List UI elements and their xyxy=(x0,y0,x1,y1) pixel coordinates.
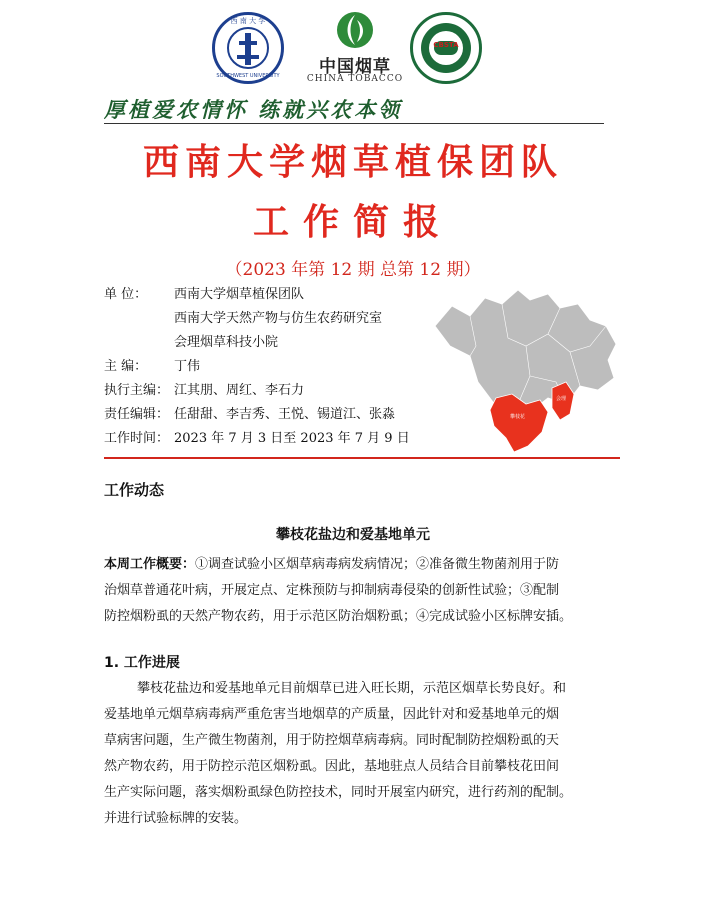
southwest-university-seal-logo xyxy=(212,12,284,84)
overview-paragraph xyxy=(104,552,604,630)
header-divider xyxy=(104,123,604,124)
china-tobacco-logo xyxy=(305,10,405,90)
overview-label: 本周工作概要： xyxy=(104,557,196,572)
tower-icon xyxy=(245,33,251,65)
tower-icon-base xyxy=(237,55,259,59)
cbsta-seal-logo xyxy=(410,12,482,84)
overview-text-1: ①调查试验小区烟草病毒病发病情况；②准备微生物菌剂用于防 xyxy=(195,557,560,572)
exec-value: 江其朋、周红、李石力 xyxy=(174,383,305,398)
report-title-line2: 工作简报 xyxy=(252,202,453,243)
meta-exec xyxy=(104,379,304,403)
progress-line-1: 攀枝花盐边和爱基地单元目前烟草已进入旺长期，示范区烟草长势良好。和 xyxy=(104,681,567,696)
cbsta-label: CBSTA xyxy=(433,41,459,49)
overview-line-1 xyxy=(104,552,604,578)
map-base-region xyxy=(435,290,616,414)
unit-value-3: 会理烟草科技小院 xyxy=(174,335,279,350)
unit-value-2: 西南大学天然产物与仿生农药研究室 xyxy=(174,311,383,326)
progress-line-6: 并进行试验标牌的安装。 xyxy=(104,811,248,826)
progress-heading: 1. 工作进展 xyxy=(104,655,180,671)
overview-line-3: 防控烟粉虱的天然产物农药，用于示范区防治烟粉虱；④完成试验小区标牌安插。 xyxy=(104,609,573,624)
meta-editor xyxy=(104,355,200,379)
meta-unit xyxy=(104,283,304,307)
seal-text-top: 西 南 大 学 xyxy=(230,17,266,25)
slogan: 厚植爱农情怀 练就兴农本领 xyxy=(104,98,403,122)
progress-line-5: 生产实际问题，落实烟粉虱绿色防控技术，同时开展室内研究，进行药剂的配制。 xyxy=(104,785,573,800)
progress-line-3: 草病害问题，生产微生物菌剂，用于防控烟草病毒病。同时配制防控烟粉虱的天 xyxy=(104,733,560,748)
progress-line-4: 然产物农药，用于防控示范区烟粉虱。因此，基地驻点人员结合目前攀枝花田间 xyxy=(104,759,560,774)
meta-resp xyxy=(104,403,395,427)
meta-time xyxy=(104,427,410,451)
time-label: 工作时间： xyxy=(104,431,170,446)
time-value: 2023 年 7 月 3 日至 2023 年 7 月 9 日 xyxy=(174,431,410,446)
map-highlight-panzhihua xyxy=(490,394,548,452)
tobacco-leaf-icon xyxy=(335,10,375,50)
editor-label: 主 编： xyxy=(104,359,148,374)
report-title-line1: 西南大学烟草植保团队 xyxy=(142,142,563,183)
sichuan-map xyxy=(430,286,620,456)
progress-paragraph xyxy=(104,676,604,832)
map-label-panzhihua: 攀枝花 xyxy=(510,414,526,420)
progress-line-2: 爱基地单元烟草病毒病严重危害当地烟草的产质量，因此针对和爱基地单元的烟 xyxy=(104,707,560,722)
section-divider xyxy=(104,457,620,459)
unit-label: 单 位： xyxy=(104,287,148,302)
china-tobacco-cn: 中国烟草 xyxy=(319,57,391,77)
resp-label: 责任编辑： xyxy=(104,407,170,422)
section-heading: 工作动态 xyxy=(104,481,165,499)
tower-icon-bar xyxy=(239,41,257,45)
editor-value: 丁伟 xyxy=(174,359,201,374)
logo-row xyxy=(0,8,706,88)
seal-text-bottom: SOUTHWEST UNIVERSITY xyxy=(216,73,280,79)
china-tobacco-en: CHINA TOBACCO xyxy=(306,74,404,84)
exec-label: 执行主编： xyxy=(104,383,170,398)
resp-value: 任甜甜、李吉秀、王悦、锡道江、张淼 xyxy=(174,407,396,422)
unit-value-1: 西南大学烟草植保团队 xyxy=(174,287,305,302)
overview-line-2: 治烟草普通花叶病，开展定点、定株预防与抑制病毒侵染的创新性试验；③配制 xyxy=(104,583,560,598)
map-label-huili: 会理 xyxy=(556,396,567,402)
issue-number: （2023 年第 12 期 总第 12 期） xyxy=(225,260,481,280)
unit-title: 攀枝花盐边和爱基地单元 xyxy=(276,527,430,543)
